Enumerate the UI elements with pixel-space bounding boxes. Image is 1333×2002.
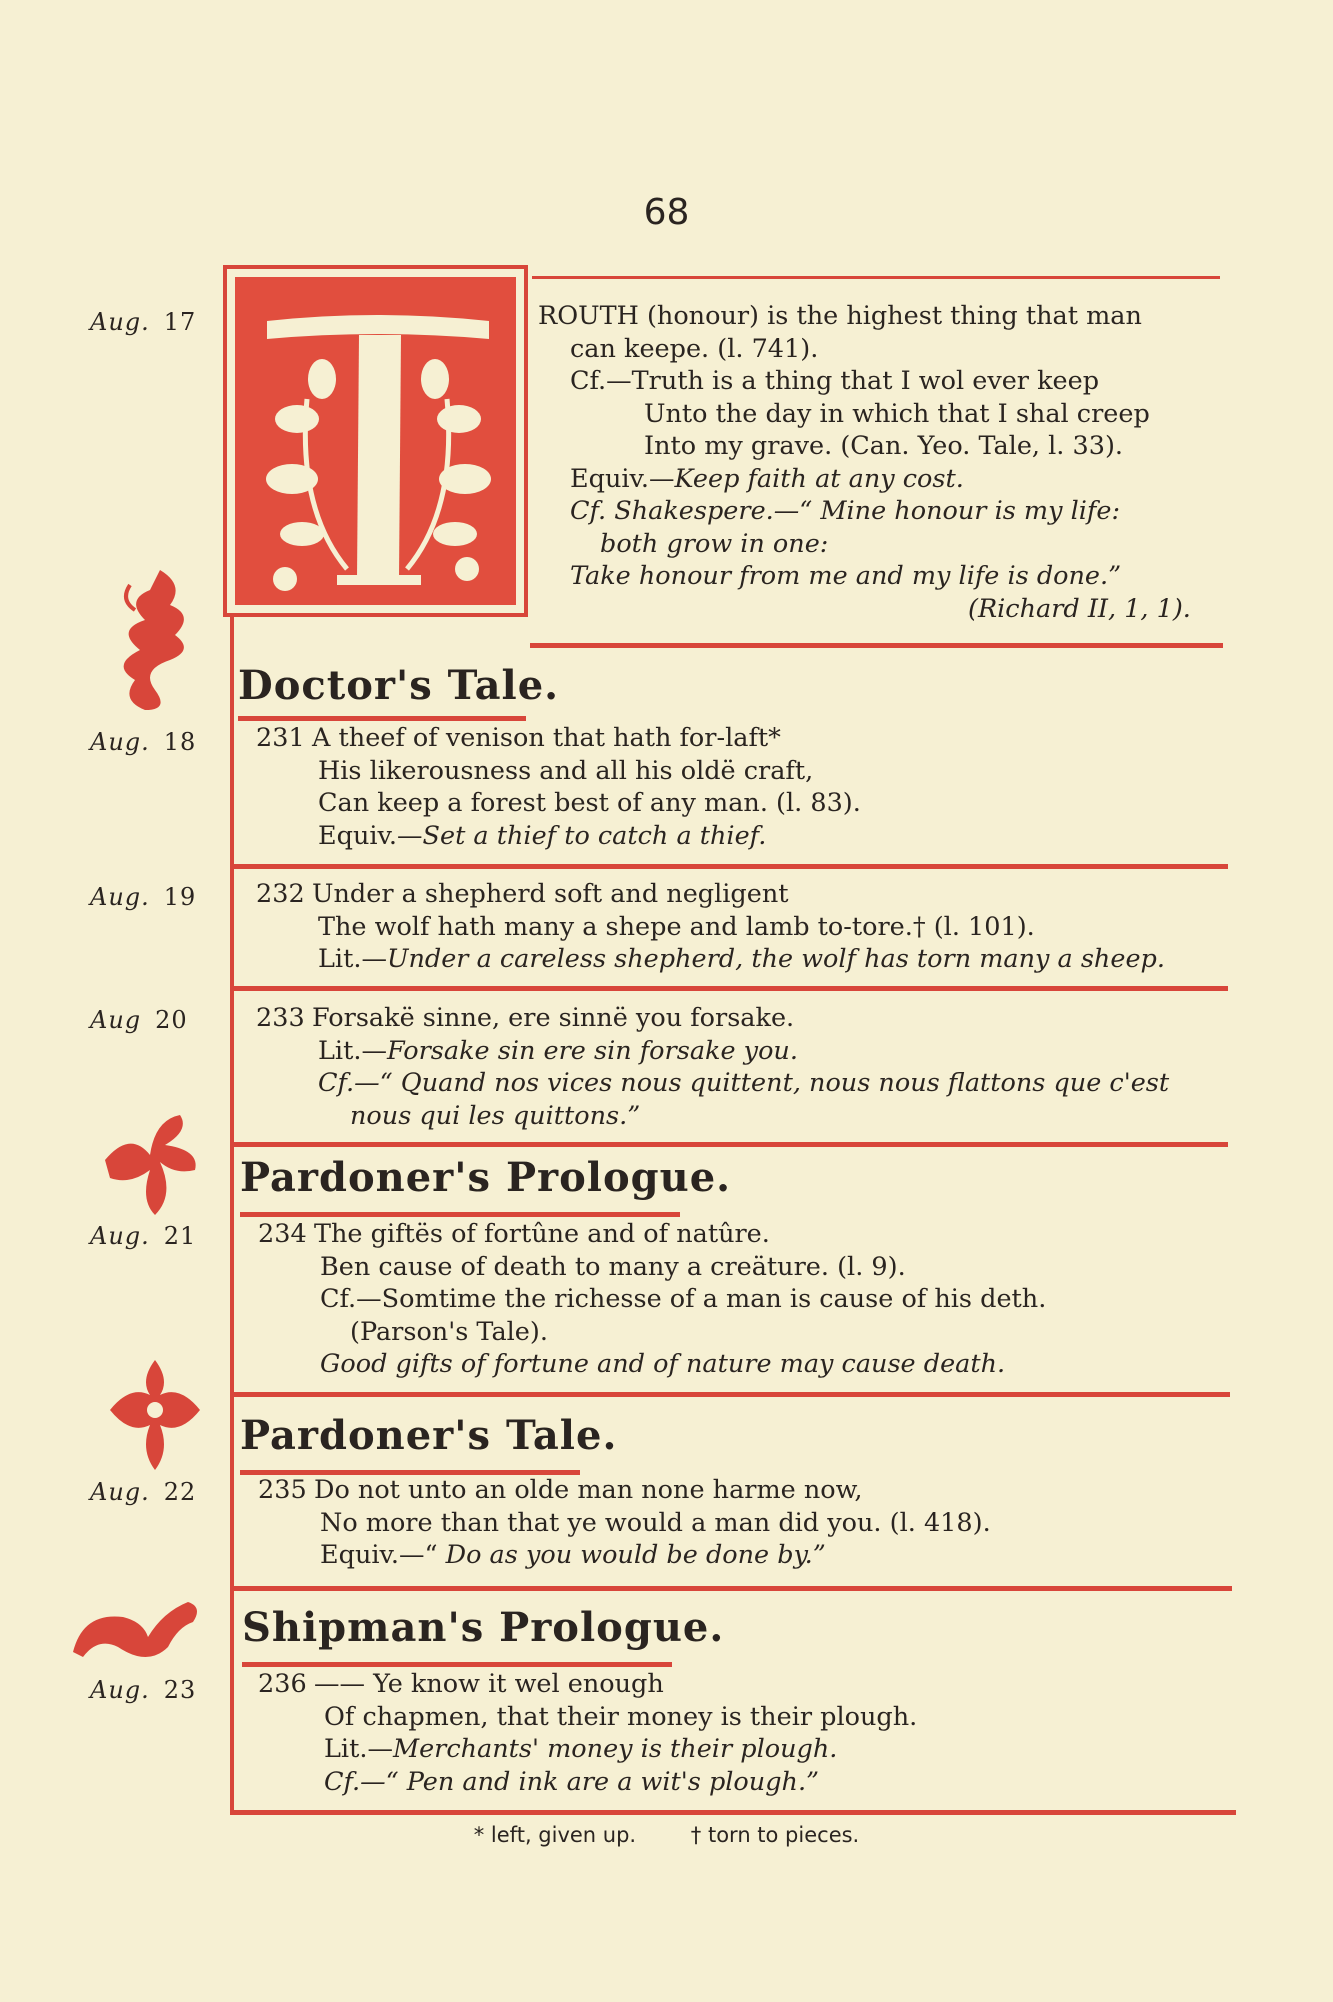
cross-flower-ornament-icon	[105, 1355, 205, 1475]
rule-after-232	[232, 986, 1228, 991]
entry-234: 234 The giftës of fortûne and of natûre. Ben cause of death to many a creäture. (l. 9). Cf.—Somtime the richesse of a man is cause of his deth. (Parson's Tale). Good gifts of fortune and of nature may cause death.	[258, 1219, 1047, 1379]
date-aug-21: Aug. 21	[90, 1222, 197, 1250]
heading-pardoners-tale: Pardoner's Tale.	[240, 1412, 618, 1459]
scroll-ornament-icon	[68, 1592, 208, 1672]
letter-t-icon	[227, 269, 532, 621]
left-frame-line	[230, 615, 234, 1815]
leaf-ornament-icon	[95, 1100, 205, 1220]
bottom-rule	[232, 1810, 1236, 1815]
date-aug-20: Aug 20	[90, 1006, 188, 1034]
entry-236: 236 —— Ye know it wel enough Of chapmen, that their money is their plough. Lit.—Merchants' money is their plough. Cf.—“ Pen and ink are a wit's plough.”	[258, 1669, 918, 1797]
entry-number: 232	[256, 879, 305, 909]
entry-230	[538, 300, 1191, 625]
entry-230-line-6: Equiv.—Keep faith at any cost.	[570, 463, 964, 494]
date-aug-17: Aug. 17	[90, 308, 197, 336]
rule-after-entry-230	[530, 643, 1223, 648]
rule-after-231	[232, 864, 1228, 869]
entry-230-line-9: Take honour from me and my life is done.”	[570, 561, 1122, 591]
heading-underline	[242, 1662, 672, 1667]
entry-230-line-2: can keepe. (l. 741).	[570, 333, 819, 364]
heading-shipmans-prologue: Shipman's Prologue.	[242, 1604, 725, 1651]
date-aug-18: Aug. 18	[90, 728, 197, 756]
entry-231: 231 A theef of venison that hath for-laft* His likerousness and all his oldë craft, Can keep a forest best of any man. (l. 83). Equiv.—Set a thief to catch a thief.	[256, 723, 861, 851]
footnotes	[0, 1823, 1333, 1847]
entry-233: 233 Forsakë sinne, ere sinnë you forsake. Lit.—Forsake sin ere sin forsake you. Cf.—“ Quand nos vices nous quittent, nous nous flattons que c'est nous qui les quittons.”	[256, 1003, 1170, 1131]
entry-number: 233	[256, 1003, 305, 1033]
date-aug-22: Aug. 22	[90, 1478, 197, 1506]
page-number: 68	[643, 192, 690, 233]
entry-230-line-3: Cf.—Truth is a thing that I wol ever keep	[570, 366, 1100, 396]
rule-after-235	[232, 1586, 1232, 1591]
rule-after-233	[232, 1142, 1228, 1147]
date-aug-23: Aug. 23	[90, 1676, 197, 1704]
entry-230-line-1: ROUTH (honour) is the highest thing that man	[538, 301, 1142, 331]
entry-230-line-7: Cf. Shakespere.—“ Mine honour is my life:	[570, 496, 1121, 526]
heading-underline	[238, 716, 526, 721]
date-aug-19: Aug. 19	[90, 883, 197, 911]
entry-number: 231	[256, 723, 305, 753]
entry-number: 236	[258, 1669, 307, 1699]
entry-232: 232 Under a shepherd soft and negligent The wolf hath many a shepe and lamb to-tore.† (l. 101). Lit.—Under a careless shepherd, the wolf has torn many a sheep.	[256, 879, 1165, 974]
entry-number: 234	[258, 1219, 307, 1249]
entry-number: 235	[258, 1475, 307, 1505]
entry-235: 235 Do not unto an olde man none harme now, No more than that ye would a man did you. (l. 418). Equiv.—“ Do as you would be done by.”	[258, 1475, 991, 1570]
entry-230-line-5: Into my grave. (Can. Yeo. Tale, l. 33).	[644, 431, 1123, 461]
top-rule	[532, 276, 1220, 279]
entry-230-line-4: Unto the day in which that I shal creep	[644, 398, 1150, 429]
footnote-torn-to-pieces: † torn to pieces.	[690, 1823, 860, 1847]
drop-cap-t	[223, 265, 528, 617]
flourish-ornament-icon	[100, 560, 210, 720]
entry-230-line-10: (Richard II, 1, 1).	[968, 593, 1191, 624]
footnote-left-given-up: * left, given up.	[473, 1823, 637, 1847]
heading-doctors-tale: Doctor's Tale.	[238, 662, 560, 709]
rule-after-234	[232, 1392, 1230, 1397]
heading-pardoners-prologue: Pardoner's Prologue.	[240, 1154, 732, 1201]
entry-230-line-8: both grow in one:	[600, 528, 829, 559]
heading-underline	[240, 1212, 680, 1217]
